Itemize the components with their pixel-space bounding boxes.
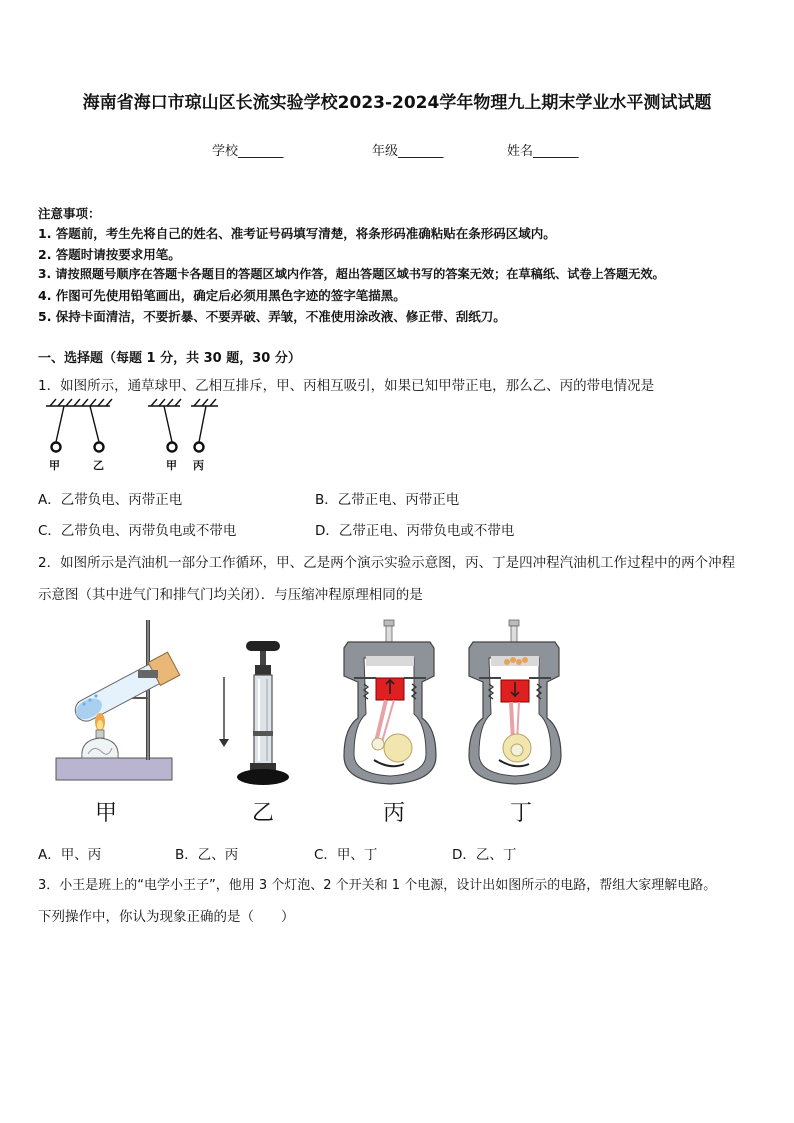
fig-label-bing: 丙 xyxy=(383,801,406,826)
grade-field: 年级_______ xyxy=(372,144,444,159)
note-item: 2. 答题时请按要求用笔。 xyxy=(38,247,181,262)
q2-stem-line1: 2．如图所示是汽油机一部分工作循环，甲、乙是两个演示实验示意图，丙、丁是四冲程汽油机工作过程中的两个冲程 xyxy=(38,555,736,571)
note-item: 3. 请按照题号顺序在答题卡各题目的答题区域内作答，超出答题区域书写的答案无效；在草稿纸、试卷上答题无效。 xyxy=(38,267,665,281)
ball-label: 乙 xyxy=(93,459,104,472)
fig-test-tube-heating xyxy=(52,618,192,788)
section-title: 一、选择题（每题 1 分，共 30 题，30 分） xyxy=(38,351,301,366)
q1-pith-balls-figure xyxy=(38,398,238,474)
fig-engine-ding xyxy=(465,618,565,788)
q2-option-c[interactable]: C．甲、丁 xyxy=(314,847,378,863)
q1-stem: 1．如图所示，通草球甲、乙相互排斥，甲、丙相互吸引，如果已知甲带正电，那么乙、丙的带电情况是 xyxy=(38,378,655,394)
note-item: 1. 答题前，考生先将自己的姓名、准考证号码填写清楚，将条形码准确粘贴在条形码区域内。 xyxy=(38,226,556,241)
ball-jia-2 xyxy=(168,443,177,452)
note-item: 5. 保持卡面清洁，不要折暴、不要弄破、弄皱，不准使用涂改液、修正带、刮纸刀。 xyxy=(38,309,506,324)
q2-option-b[interactable]: B．乙、丙 xyxy=(175,847,239,863)
q2-option-d[interactable]: D．乙、丁 xyxy=(452,847,517,863)
name-field: 姓名_______ xyxy=(507,144,579,159)
q1-option-d[interactable]: D．乙带正电、丙带负电或不带电 xyxy=(315,523,515,539)
q1-option-a[interactable]: A．乙带负电、丙带正电 xyxy=(38,492,183,508)
ball-yi xyxy=(95,443,104,452)
ball-label: 甲 xyxy=(49,459,60,472)
q1-option-c[interactable]: C．乙带负电、丙带负电或不带电 xyxy=(38,523,237,539)
note-item: 4. 作图可先使用铅笔画出，确定后必须用黑色字迹的签字笔描黑。 xyxy=(38,288,406,303)
ball-label: 甲 xyxy=(166,459,177,472)
notes-heading: 注意事项： xyxy=(38,206,101,221)
fig-air-pump xyxy=(212,635,292,790)
q3-stem-line1: 3．小王是班上的“电学小王子”，他用 3 个灯泡、2 个开关和 1 个电源，设计出如图所示的电路，帮组大家理解电路。 xyxy=(38,878,717,893)
ball-label: 丙 xyxy=(193,459,204,472)
fig-engine-bing xyxy=(340,618,440,788)
fig-label-jia: 甲 xyxy=(95,801,118,826)
page-title: 海南省海口市琼山区长流实验学校2023-2024学年物理九上期末学业水平测试试题 xyxy=(82,93,712,113)
q2-stem-line2: 示意图（其中进气门和排气门均关闭）．与压缩冲程原理相同的是 xyxy=(38,587,423,603)
ball-jia-1 xyxy=(52,443,61,452)
fig-label-ding: 丁 xyxy=(510,801,533,826)
q1-option-b[interactable]: B．乙带正电、丙带正电 xyxy=(315,492,460,508)
q3-stem-line2: 下列操作中，你认为现象正确的是（ ） xyxy=(38,909,295,925)
q2-option-a[interactable]: A．甲、丙 xyxy=(38,847,102,863)
fig-label-yi: 乙 xyxy=(252,801,275,826)
school-field: 学校_______ xyxy=(212,144,284,159)
ball-bing xyxy=(195,443,204,452)
